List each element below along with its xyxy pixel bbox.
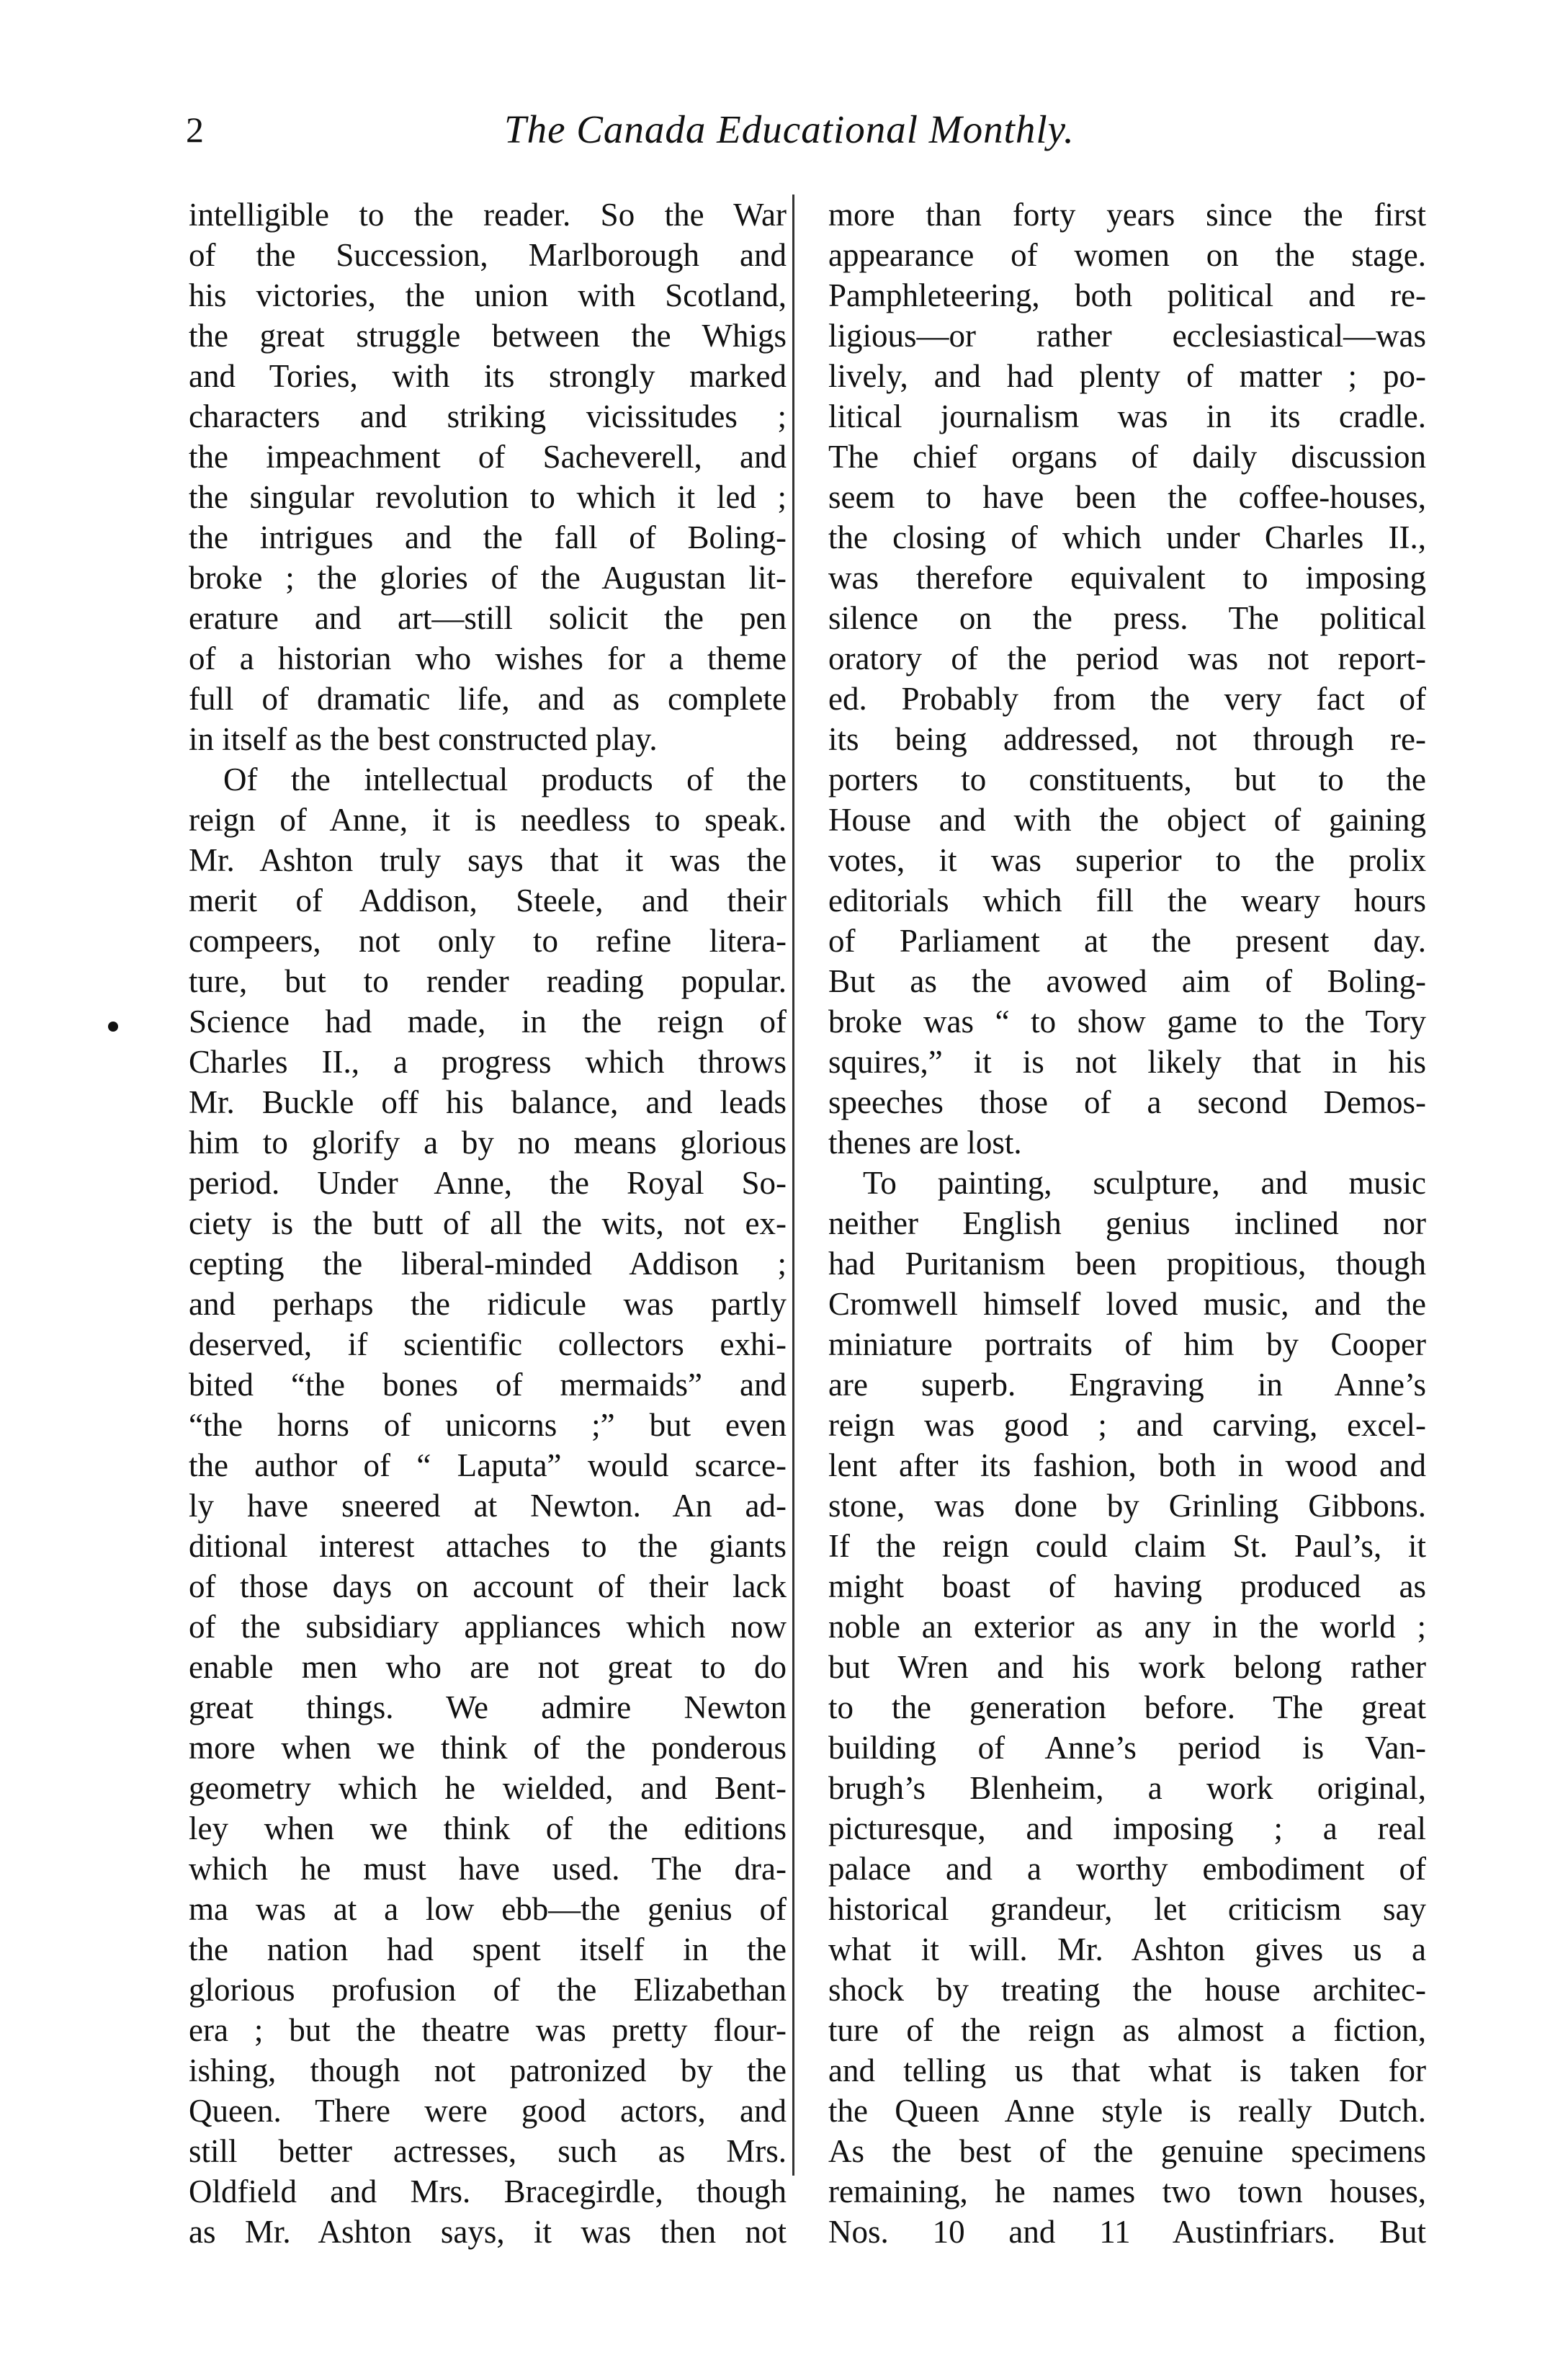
text-line: Charles II., a progress which throws — [189, 1044, 787, 1080]
text-line: the Queen Anne style is really Dutch. — [828, 2093, 1426, 2129]
text-line: of those days on account of their lack — [189, 1568, 787, 1604]
running-head-title: The Canada Educational Monthly. — [504, 107, 1075, 151]
text-line: appearance of women on the stage. — [828, 237, 1426, 273]
text-line: what it will. Mr. Ashton gives us a — [828, 1931, 1426, 1967]
text-line: geometry which he wielded, and Bent- — [189, 1770, 787, 1806]
text-line: neither English genius inclined nor — [828, 1205, 1426, 1241]
text-line: speeches those of a second Demos- — [828, 1084, 1426, 1120]
text-line: palace and a worthy embodiment of — [828, 1851, 1426, 1887]
text-line: the great struggle between the Whigs — [189, 318, 787, 354]
text-line: thenes are lost. — [828, 1125, 1022, 1161]
text-line: ma was at a low ebb—the genius of — [189, 1891, 787, 1927]
text-line: building of Anne’s period is Van- — [828, 1730, 1426, 1766]
text-line: The chief organs of daily discussion — [828, 439, 1426, 475]
text-line: more than forty years since the first — [828, 197, 1426, 233]
text-line: him to glorify a by no means glorious — [189, 1125, 787, 1161]
text-line: his victories, the union with Scotland, — [189, 277, 787, 313]
text-line: To painting, sculpture, and music — [863, 1165, 1426, 1201]
text-line: miniature portraits of him by Cooper — [828, 1326, 1426, 1362]
text-line: stone, was done by Grinling Gibbons. — [828, 1488, 1426, 1524]
text-line: squires,” it is not likely that in his — [828, 1044, 1426, 1080]
text-line: are superb. Engraving in Anne’s — [828, 1367, 1426, 1403]
text-line: votes, it was superior to the prolix — [828, 842, 1426, 878]
text-line: enable men who are not great to do — [189, 1649, 787, 1685]
text-line: silence on the press. The political — [828, 600, 1426, 636]
text-line: period. Under Anne, the Royal So- — [189, 1165, 787, 1201]
text-line: porters to constituents, but to the — [828, 761, 1426, 797]
text-line: and Tories, with its strongly marked — [189, 358, 787, 394]
text-line: of the subsidiary appliances which now — [189, 1609, 787, 1645]
text-line: as Mr. Ashton says, it was then not — [189, 2214, 787, 2250]
text-line: era ; but the theatre was pretty flour- — [189, 2012, 787, 2048]
text-line: Oldfield and Mrs. Bracegirdle, though — [189, 2173, 787, 2209]
text-line: the nation had spent itself in the — [189, 1931, 787, 1967]
text-line: and perhaps the ridicule was partly — [189, 1286, 787, 1322]
text-line: Mr. Buckle off his balance, and leads — [189, 1084, 787, 1120]
text-line: the closing of which under Charles II., — [828, 519, 1426, 555]
column-left — [189, 195, 787, 2252]
text-line: deserved, if scientific collectors exhi- — [189, 1326, 787, 1362]
text-line: might boast of having produced as — [828, 1568, 1426, 1604]
text-line: ture, but to render reading popular. — [189, 963, 787, 999]
text-line: was therefore equivalent to imposing — [828, 560, 1426, 596]
text-line: the impeachment of Sacheverell, and — [189, 439, 787, 475]
text-line: ly have sneered at Newton. An ad- — [189, 1488, 787, 1524]
text-line: shock by treating the house architec- — [828, 1972, 1426, 2008]
text-line: erature and art—still solicit the pen — [189, 600, 787, 636]
text-line: ture of the reign as almost a fiction, — [828, 2012, 1426, 2048]
text-line: brugh’s Blenheim, a work original, — [828, 1770, 1426, 1806]
text-line: historical grandeur, let criticism say — [828, 1891, 1426, 1927]
text-line: broke was “ to show game to the Tory — [828, 1004, 1426, 1040]
page-number: 2 — [186, 110, 204, 150]
text-line: the intrigues and the fall of Boling- — [189, 519, 787, 555]
text-line: broke ; the glories of the Augustan lit- — [189, 560, 787, 596]
text-line: more when we think of the ponderous — [189, 1730, 787, 1766]
text-line: of Parliament at the present day. — [828, 923, 1426, 959]
text-line: If the reign could claim St. Paul’s, it — [828, 1528, 1426, 1564]
text-line: glorious profusion of the Elizabethan — [189, 1972, 787, 2008]
text-line: which he must have used. The dra- — [189, 1851, 787, 1887]
text-line: Queen. There were good actors, and — [189, 2093, 787, 2129]
text-line: Science had made, in the reign of — [189, 1004, 787, 1040]
text-line: Pamphleteering, both political and re- — [828, 277, 1426, 313]
text-line: ditional interest attaches to the giants — [189, 1528, 787, 1564]
text-line: noble an exterior as any in the world ; — [828, 1609, 1426, 1645]
text-line: in itself as the best constructed play. — [189, 721, 658, 757]
text-line: to the generation before. The great — [828, 1689, 1426, 1725]
text-line: compeers, not only to refine litera- — [189, 923, 787, 959]
text-line: ed. Probably from the very fact of — [828, 681, 1426, 717]
text-line: Of the intellectual products of the — [223, 761, 787, 797]
column-rule — [792, 195, 794, 2176]
text-line: ligious—or rather ecclesiastical—was — [828, 318, 1426, 354]
text-line: intelligible to the reader. So the War — [189, 197, 787, 233]
text-line: characters and striking vicissitudes ; — [189, 398, 787, 434]
text-line: Nos. 10 and 11 Austinfriars. But — [828, 2214, 1426, 2250]
text-line: and telling us that what is taken for — [828, 2052, 1426, 2088]
text-line: of the Succession, Marlborough and — [189, 237, 787, 273]
text-line: lively, and had plenty of matter ; po- — [828, 358, 1426, 394]
margin-dot — [108, 1022, 118, 1032]
text-line: oratory of the period was not report- — [828, 640, 1426, 676]
text-line: but Wren and his work belong rather — [828, 1649, 1426, 1685]
text-line: reign was good ; and carving, excel- — [828, 1407, 1426, 1443]
text-line: full of dramatic life, and as complete — [189, 681, 787, 717]
text-line: House and with the object of gaining — [828, 802, 1426, 838]
text-line: had Puritanism been propitious, though — [828, 1246, 1426, 1282]
text-line: But as the avowed aim of Boling- — [828, 963, 1426, 999]
text-line: ciety is the butt of all the wits, not ex- — [189, 1205, 787, 1241]
text-line: As the best of the genuine specimens — [828, 2133, 1426, 2169]
text-line: great things. We admire Newton — [189, 1689, 787, 1725]
column-right — [828, 195, 1426, 2252]
text-line: remaining, he names two town houses, — [828, 2173, 1426, 2209]
text-line: the author of “ Laputa” would scarce- — [189, 1447, 787, 1483]
text-line: the singular revolution to which it led ; — [189, 479, 787, 515]
text-line: “the horns of unicorns ;” but even — [189, 1407, 787, 1443]
text-line: picturesque, and imposing ; a real — [828, 1810, 1426, 1846]
text-line: reign of Anne, it is needless to speak. — [189, 802, 787, 838]
text-line: ley when we think of the editions — [189, 1810, 787, 1846]
text-line: Mr. Ashton truly says that it was the — [189, 842, 787, 878]
text-line: Cromwell himself loved music, and the — [828, 1286, 1426, 1322]
text-line: cepting the liberal-minded Addison ; — [189, 1246, 787, 1282]
text-line: ishing, though not patronized by the — [189, 2052, 787, 2088]
text-line: bited “the bones of mermaids” and — [189, 1367, 787, 1403]
text-line: of a historian who wishes for a theme — [189, 640, 787, 676]
text-line: lent after its fashion, both in wood and — [828, 1447, 1426, 1483]
text-line: litical journalism was in its cradle. — [828, 398, 1426, 434]
text-line: merit of Addison, Steele, and their — [189, 882, 787, 919]
text-line: editorials which fill the weary hours — [828, 882, 1426, 919]
text-line: still better actresses, such as Mrs. — [189, 2133, 787, 2169]
text-line: its being addressed, not through re- — [828, 721, 1426, 757]
text-line: seem to have been the coffee-houses, — [828, 479, 1426, 515]
